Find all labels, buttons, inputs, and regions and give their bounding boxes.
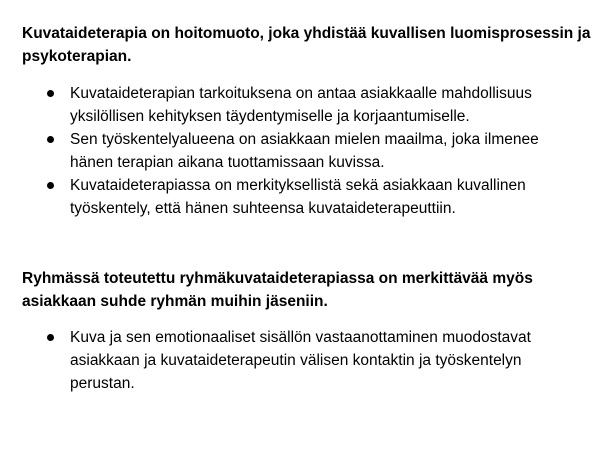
- list-item-text: Kuva ja sen emotionaaliset sisällön vastaanottaminen muodostavat asiakkaan ja kuvataideterapeutin välisen kontaktin ja työskentelyn perustan.: [70, 329, 531, 392]
- list-item: [0, 326, 570, 395]
- bullet-list-group: [0, 326, 612, 395]
- heading-intro: Kuvataideterapia on hoitomuoto, joka yhdistää kuvallisen luomisprosessin ja psykoterapian.: [22, 25, 591, 65]
- list-item-text: Kuvataideterapian tarkoituksena on antaa asiakkaalle mahdollisuus yksilöllisen kehityksen täydentymiselle ja korjaantumiselle.: [70, 85, 532, 125]
- list-item: [0, 82, 570, 128]
- bullet-icon: [47, 136, 54, 143]
- bullet-list-purpose: [0, 82, 612, 220]
- list-item-text: Kuvataideterapiassa on merkityksellistä sekä asiakkaan kuvallinen työskentely, että hänen suhteensa kuvataideterapeuttiin.: [70, 177, 526, 217]
- list-item: [0, 128, 570, 174]
- heading-group-therapy: Ryhmässä toteutettu ryhmäkuvataideterapiassa on merkittävää myös asiakkaan suhde ryhmän muihin jäseniin.: [22, 270, 533, 310]
- bullet-icon: [47, 182, 54, 189]
- list-item: [0, 174, 570, 220]
- list-item-text: Sen työskentelyalueena on asiakkaan mielen maailma, joka ilmenee hänen terapian aikana tuottamissaan kuvissa.: [70, 131, 539, 171]
- bullet-icon: [47, 90, 54, 97]
- bullet-icon: [47, 334, 54, 341]
